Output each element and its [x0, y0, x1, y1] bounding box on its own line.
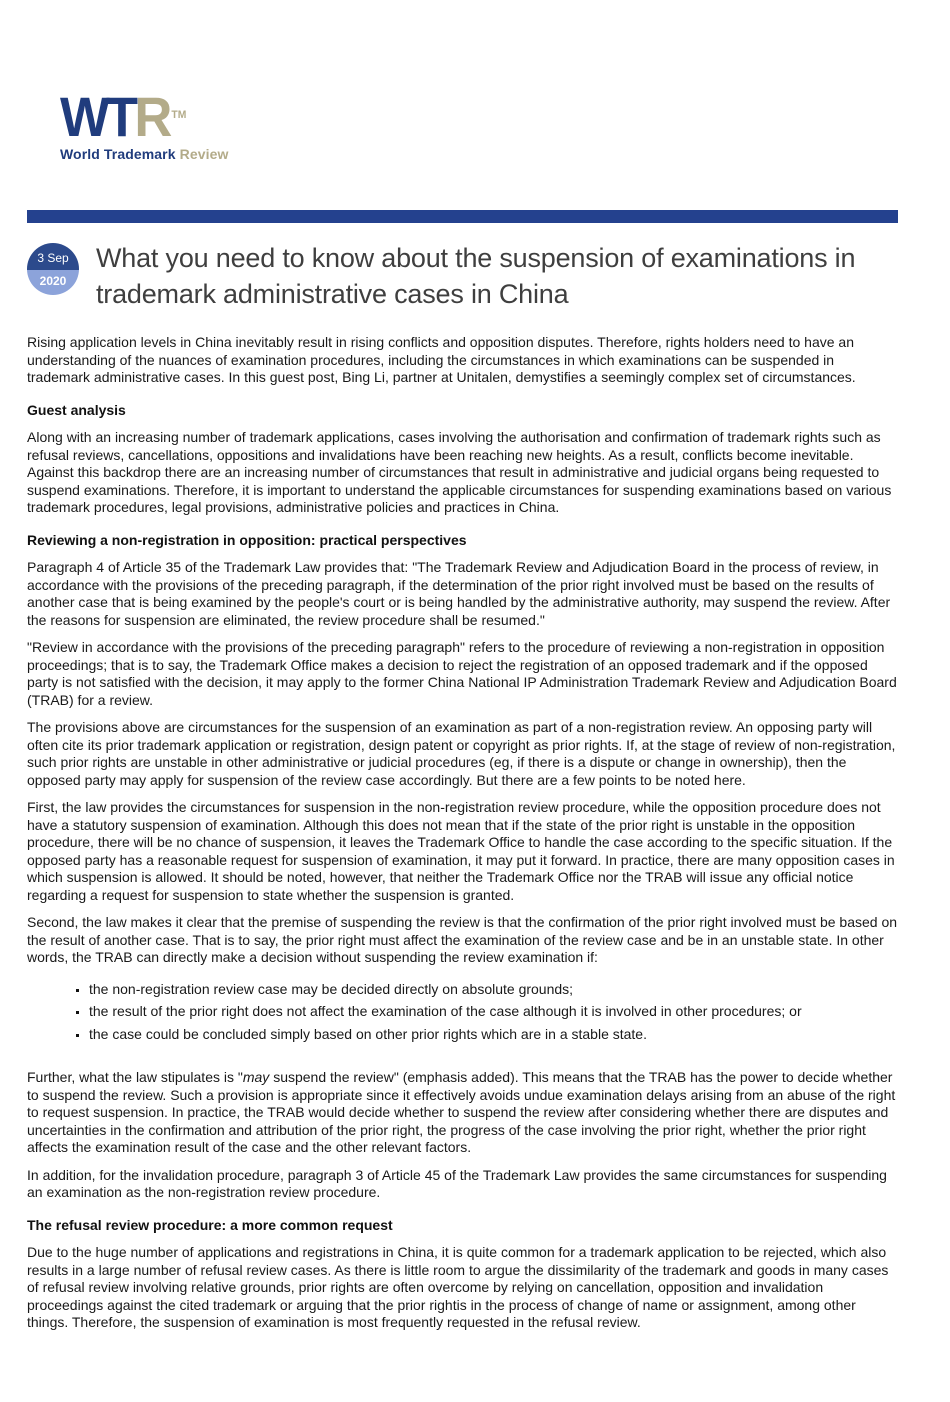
paragraph-article-35: Paragraph 4 of Article 35 of the Trademark Law provides that: "The Trademark Review and Adjudication Board in the process of review, in accordance with the provisions of the preceding paragraph, if the determination of the prior right involved must be based on the results of another case that is being examined by the people's court or is being handled by the administrative authority, may suspend the review. After the reasons for suspension are eliminated, the review procedure shall be resumed.": [27, 559, 891, 628]
heading-guest-analysis: Guest analysis: [27, 401, 126, 418]
list-item: ▪ the case could be concluded simply based on other prior rights which are in a stable state.: [89, 1026, 898, 1044]
paragraph-further: [27, 1069, 898, 1157]
further-emphasis: may: [242, 1069, 270, 1085]
date-badge: [27, 243, 79, 295]
date-day-month: 3 Sep: [27, 243, 79, 270]
paragraph-along-with: Along with an increasing number of trademark applications, cases involving the authorisation and confirmation of trademark rights such as refusal reviews, cancellations, oppositions and invalidations have been reaching new heights. As a result, conflicts become inevitable. Against this backdrop there are an increasing number of circumstances that result in administrative and judicial organs being requested to suspend examinations. Therefore, it is important to understand the applicable circumstances for suspending examinations based on various trademark procedures, legal provisions, administrative policies and practices in China.: [27, 429, 892, 515]
date-year: 2020: [27, 270, 79, 295]
paragraph-first-point: First, the law provides the circumstances for suspension in the non-registration review procedure, while the opposition procedure does not have a statutory suspension of examination. Although this does not mean that if the state of the prior right is unstable in the opposition procedure, there will be no chance of suspension, it leaves the Trademark Office to handle the case according to the specific situation. If the opposed party has a reasonable request for suspension of examination, it may put it forward. In practice, there are many opposition cases in which suspension is allowed. It should be noted, however, that neither the Trademark Office nor the TRAB will issue any official notice regarding a request for suspension to state whether the suspension is granted.: [27, 799, 895, 903]
masthead: [0, 0, 950, 210]
heading-refusal-review: The refusal review procedure: a more common request: [27, 1216, 393, 1233]
heading-reviewing-non-registration: Reviewing a non-registration in opposition: practical perspectives: [27, 531, 467, 548]
paragraph-intro: Rising application levels in China inevitably result in rising conflicts and opposition disputes. Therefore, rights holders need to have an understanding of the nuances of examination procedures, including the circumstances in which examinations can be suspended in trademark administrative cases. In this guest post, Bing Li, partner at Unitalen, demystifies a seemingly complex set of circumstances.: [27, 334, 856, 385]
paragraph-provisions-above: The provisions above are circumstances for the suspension of an examination as part of a non-registration review. An opposing party will often cite its prior trademark application or registration, design patent or copyright as prior rights. If, at the stage of review of non-registration, such prior rights are unstable in other administrative or judicial procedures (eg, if there is a dispute or change in ownership), then the opposed party may apply for suspension of the review case accordingly. But there are a few points to be noted here.: [27, 719, 896, 788]
logo-letter-r: R: [134, 85, 169, 148]
logo-letters-wt: WT: [60, 85, 135, 148]
paragraph-due-to: Due to the huge number of applications and registrations in China, it is quite common for a trademark application to be rejected, which also results in a large number of refusal review cases. As there is little room to argue the dissimilarity of the trademark and goods in many cases of refusal review involving relative grounds, prior rights are often overcome by relying on cancellation, opposition and invalidation proceedings against the cited trademark or arguing that the prior rightis in the process of change of name or assignment, among other things. Therefore, the suspension of examination is most frequently requested in the refusal review.: [27, 1244, 889, 1330]
paragraph-review-preceding: "Review in accordance with the provisions of the preceding paragraph" refers to the procedure of reviewing a non-registration in opposition proceedings; that is to say, the Trademark Office makes a decision to reject the registration of an opposed trademark and if the opposed party is not satisfied with the decision, it may apply to the former China National IP Administration Trademark Review and Adjudication Board (TRAB) for a review.: [27, 639, 897, 708]
further-text-pre: Further, what the law stipulates is ": [27, 1069, 243, 1085]
list-item: ▪ the result of the prior right does not affect the examination of the case although it is involved in other procedures; or: [89, 1003, 898, 1021]
wtr-logo[interactable]: [60, 85, 229, 162]
logo-tagline: [60, 146, 228, 162]
post-body: [27, 334, 898, 1402]
title-divider-bar: [27, 210, 898, 223]
logo-tagline-secondary: Review: [179, 146, 229, 162]
wtr-logo-wordmark: [60, 85, 187, 148]
post-title: What you need to know about the suspension of examinations in trademark administrative cases in China: [96, 243, 856, 309]
logo-tagline-primary: World Trademark: [60, 146, 176, 162]
trademark-symbol-icon: TM: [171, 109, 187, 121]
paragraph-in-addition: In addition, for the invalidation procedure, paragraph 3 of Article 45 of the Trademark Law provides the same circumstances for suspending an examination as the non-registration review procedure.: [27, 1166, 887, 1200]
bullet-list: [27, 981, 898, 1044]
further-text-post: suspend the review" (emphasis added). This means that the TRAB has the power to decide whether to suspend the review. Such a provision is appropriate since it effectively avoids undue examination delays arising from an abuse of the right to request suspension. In practice, the TRAB would decide whether to suspend the review after considering whether there are disputes and uncertainties in the confirmation and attribution of the prior right, the progress of the case involving the prior right, whether the prior right affects the examination result of the case and the other relevant factors.: [27, 1069, 896, 1155]
post-header: [27, 240, 898, 312]
list-item: ▪ the non-registration review case may be decided directly on absolute grounds;: [89, 981, 898, 999]
paragraph-second-point: Second, the law makes it clear that the premise of suspending the review is that the confirmation of the prior right involved must be based on the result of another case. That is to say, the prior right must affect the examination of the review case and be in an unstable state. In other words, the TRAB can directly make a decision without suspending the review examination if:: [27, 914, 898, 965]
